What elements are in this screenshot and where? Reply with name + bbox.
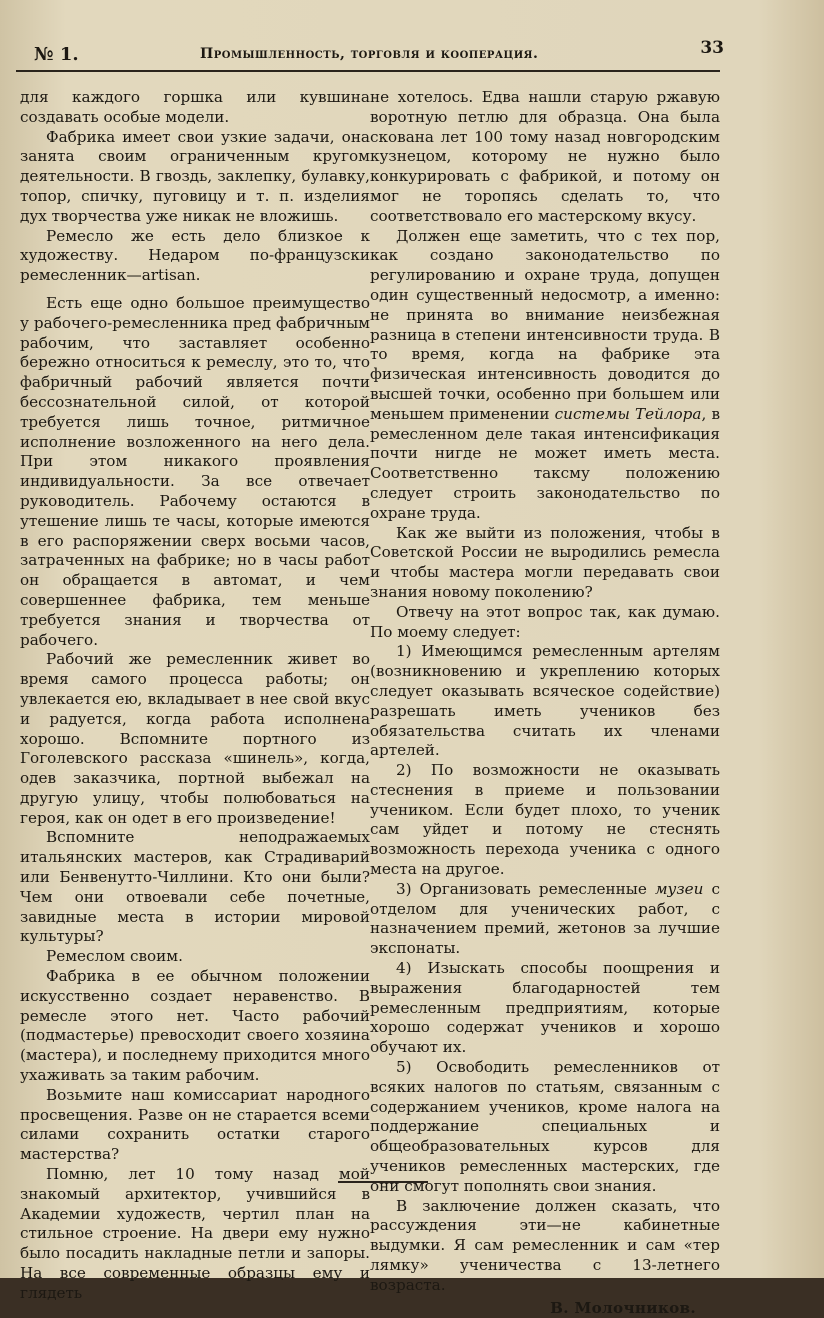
paragraph: Фабрика в ее обычном положении искусственно создает неравенство. В ремесле этого нет. Часто рабочий (подмастерье) превосходит своего хозяина (мастера), и последнему приходится много ухаживать за таким рабочим.: [20, 967, 370, 1085]
paragraph: Как же выйти из положения, чтобы в Советской России не выродились ремесла и чтобы мастера могли передавать свои знания новому поколению?: [370, 523, 720, 601]
end-rule: [338, 1181, 428, 1183]
paragraph: не хотелось. Едва нашли старую ржавую воротную петлю для образца. Она была скована лет 100 тому назад новгородским кузнецом, которому не нужно было конкурировать с фабрикой, и потому он мог не торопясь сделать то, что соответствовало его мастерскому вкусу.: [370, 88, 720, 225]
list-item: 4) Изыскать способы поощрения и выражения благодарностей тем ремесленным предприятиям, которые хорошо содержат учеников и хорошо обучают их.: [370, 959, 720, 1057]
emphasis: системы Тейлора: [554, 404, 702, 423]
text-run: 3) Организовать ремесленные: [396, 879, 655, 898]
paragraph: [370, 227, 720, 524]
journal-section-title: Промышленность, торговля и кооперация.: [200, 46, 539, 62]
list-item: 5) Освободить ремесленников от всяких налогов по статьям, связанным с содержанием учеников, кроме налога на поддержание специальных и общеобразовательных курсов для учеников ремесленных мастерских, где они смогут пополнять свои знания.: [370, 1058, 720, 1195]
emphasis: музеи: [654, 879, 704, 898]
page-number: 33: [700, 38, 724, 58]
text-run: с отделом для ученических работ, с назначением премий, жетонов за лучшие экспонаты.: [370, 879, 720, 958]
paragraph: Отвечу на этот вопрос так, как думаю. По моему следует:: [370, 602, 720, 641]
paragraph: Фабрика имеет свои узкие задачи, она занята своим ограниченным кругом деятельности. В гвоздь, заклепку, булавку, топор, спичку, пуговицу и т. п. изделия дух творчества уже никак не вложишь.: [20, 127, 370, 225]
paragraph: Возьмите наш комиссариат народного просвещения. Разве он не старается всеми силами сохранить остатки старого мастерства?: [20, 1085, 370, 1164]
text-run: Должен еще заметить, что с тех пор, как создано законодательство по регулированию и охране труда, допущен один существенный недосмотр, а именно: не принята во внимание неизбежная разница в степени интенсивности труда. В то время, когда на фабрике эта физическая интенсивность доводится до высшей точки, особенно при большем или меньшем применении: [370, 226, 720, 423]
author-signature: В. Молочников.: [550, 1298, 696, 1317]
running-header: [34, 38, 724, 68]
paragraph: Ремесло же есть дело близкое к художеству. Недаром по-французски ремесленник—artisan.: [20, 226, 370, 285]
text-run: , в ремесленном деле такая интенсификация почти нигде не может иметь места. Соответственно таксму положению следует строить законодательство по охране труда.: [370, 404, 720, 522]
left-column: [20, 88, 370, 1304]
paragraph: Помню, лет 10 тому назад мой знакомый архитектор, учившийся в Академии художеств, чертил план на стильное строение. На двери ему нужно было посадить накладные петли и запоры. На все современные образцы ему и глядеть: [20, 1165, 370, 1302]
right-column: [370, 88, 720, 1318]
paragraph: для каждого горшка или кувшина создавать особые модели.: [20, 88, 370, 126]
list-item: [370, 880, 720, 959]
list-item: 1) Имеющимся ремесленным артелям (возникновению и укреплению которых следует оказывать всяческое содействие) разрешать иметь учеников без обязательства считать их членами артелей.: [370, 642, 720, 760]
list-item: 2) По возможности не оказывать стеснения в приеме и пользовании учеником. Если будет плохо, то ученик сам уйдет и потому не стеснять возможность перехода ученика с одного места на другое.: [370, 761, 720, 879]
issue-number: № 1.: [34, 44, 79, 65]
paragraph: Рабочий же ремесленник живет во время самого процесса работы; он увлекается ею, вкладывает в нее свой вкус и радуется, когда работа исполнена хорошо. Вспомните портного из Гоголевского рассказа «шинель», когда, одев заказчика, портной выбежал на другую улицу, чтобы полюбоваться на героя, как он одет в его произведение!: [20, 650, 370, 827]
paragraph: Вспомните неподражаемых итальянских мастеров, как Страдиварий или Бенвенутто-Чиллини. Кто они были? Чем они отвоевали себе почетные, завидные места в истории мировой культуры?: [20, 828, 370, 946]
paragraph: Ремеслом своим.: [46, 947, 183, 966]
header-rule: [16, 70, 720, 72]
paragraph: В заключение должен сказать, что рассуждения эти—не кабинетные выдумки. Я сам ремесленник и сам «тер лямку» ученичества с 13-летнего возраста.: [370, 1196, 720, 1294]
paragraph: Есть еще одно большое преимущество у рабочего-ремесленника пред фабричным рабочим, что заставляет особенно бережно относиться к ремеслу, это то, что фабричный рабочий является почти бессознательной силой, от которой требуется лишь точное, ритмичное исполнение возложенного на него дела. При этом никакого проявления индивидуальности. За все отвечает руководитель. Рабочему остаются в утешение лишь те часы, которые имеются в его распоряжении сверх восьми часов, затраченных на фабрике; но в часы работ он обращается в автомат, и чем совершеннее фабрика, тем меньше требуется знания и творчества от рабочего.: [20, 293, 370, 649]
